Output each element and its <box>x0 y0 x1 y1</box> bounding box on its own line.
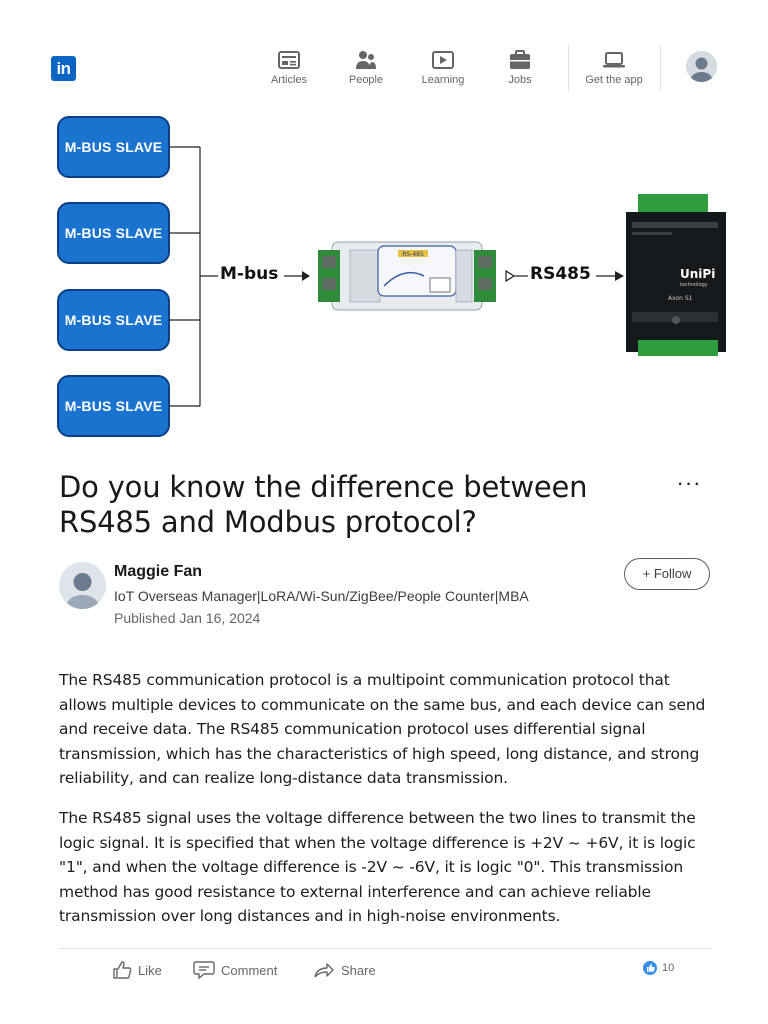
plc-sub: technology <box>680 282 708 288</box>
nav-learning[interactable] <box>408 50 478 86</box>
linkedin-logo[interactable]: in <box>51 56 76 81</box>
articles-icon <box>277 50 301 70</box>
user-avatar[interactable] <box>686 51 717 82</box>
author-headline: IoT Overseas Manager|LoRA/Wi-Sun/ZigBee/People Counter|MBA <box>114 588 529 604</box>
thumbs-up-icon <box>112 960 132 980</box>
comment-icon <box>193 960 215 980</box>
mbus-slave-box: M-BUS SLAVE <box>57 116 170 178</box>
jobs-icon <box>508 50 532 70</box>
nav-learning-label: Learning <box>421 74 465 86</box>
nav-articles-label: Articles <box>270 74 308 86</box>
nav-people[interactable] <box>331 50 401 86</box>
article-paragraph: The RS485 communication protocol is a multipoint communication protocol that allows multiple devices to communicate on the same bus, and each device can send and receive data. The RS485 communication protocol uses differential signal transmission, which has the characteristics of high speed, long distance, and strong reliability, and can realize long-distance data transmission. <box>59 671 706 788</box>
reaction-summary[interactable] <box>643 961 674 975</box>
more-options-button[interactable]: ··· <box>676 470 702 495</box>
follow-button[interactable]: + Follow <box>624 558 710 590</box>
nav-divider <box>568 45 569 91</box>
like-button[interactable] <box>112 958 162 982</box>
learning-icon <box>431 50 455 70</box>
like-reaction-icon <box>643 961 657 975</box>
mbus-label: M-bus <box>220 264 279 284</box>
share-icon <box>313 960 335 980</box>
article-paragraph: The RS485 signal uses the voltage difference between the two lines to transmit the logic signal. It is specified that when the voltage difference is +2V ~ +6V, it is logic "1", and when the voltage difference is -2V ~ -6V, it is logic "0". This transmission method has good resistance to external interference and can achieve reliable transmission over long distances and in high-noise environments. <box>59 809 696 926</box>
nav-people-label: People <box>348 74 384 86</box>
comment-label: Comment <box>221 962 278 978</box>
nav-get-the-app[interactable] <box>579 50 649 86</box>
mbus-slave-box: M-BUS SLAVE <box>57 289 170 351</box>
share-label: Share <box>341 962 376 978</box>
hero-diagram <box>52 110 724 450</box>
nav-articles[interactable] <box>254 50 324 86</box>
plc-model: Axon S1 <box>668 295 693 302</box>
nav-divider <box>660 45 661 91</box>
plc-brand: UniPi <box>680 267 716 281</box>
author-name[interactable]: Maggie Fan <box>114 563 203 580</box>
social-divider <box>59 948 710 949</box>
mbus-slave-box: M-BUS SLAVE <box>57 202 170 264</box>
laptop-icon <box>602 50 626 70</box>
nav-jobs[interactable] <box>485 50 555 86</box>
user-avatar-icon <box>686 51 717 82</box>
article-title: Do you know the difference between RS485 and Modbus protocol? <box>59 470 588 539</box>
mbus-slave-box: M-BUS SLAVE <box>57 375 170 437</box>
converter-label: RS-485 <box>402 251 424 258</box>
comment-button[interactable] <box>193 958 277 982</box>
published-date: Published Jan 16, 2024 <box>114 610 261 626</box>
share-button[interactable] <box>313 958 376 982</box>
mbus-rs485-converter-image <box>318 238 498 314</box>
top-nav <box>0 0 768 110</box>
like-label: Like <box>138 962 162 978</box>
people-icon <box>354 50 378 70</box>
author-avatar[interactable] <box>59 562 106 609</box>
nav-get-the-app-label: Get the app <box>585 74 643 86</box>
unipi-plc-image <box>626 192 726 362</box>
reaction-count: 10 <box>662 962 675 974</box>
author-avatar-icon <box>59 562 106 609</box>
rs485-label: RS485 <box>530 264 591 284</box>
nav-jobs-label: Jobs <box>508 74 532 86</box>
